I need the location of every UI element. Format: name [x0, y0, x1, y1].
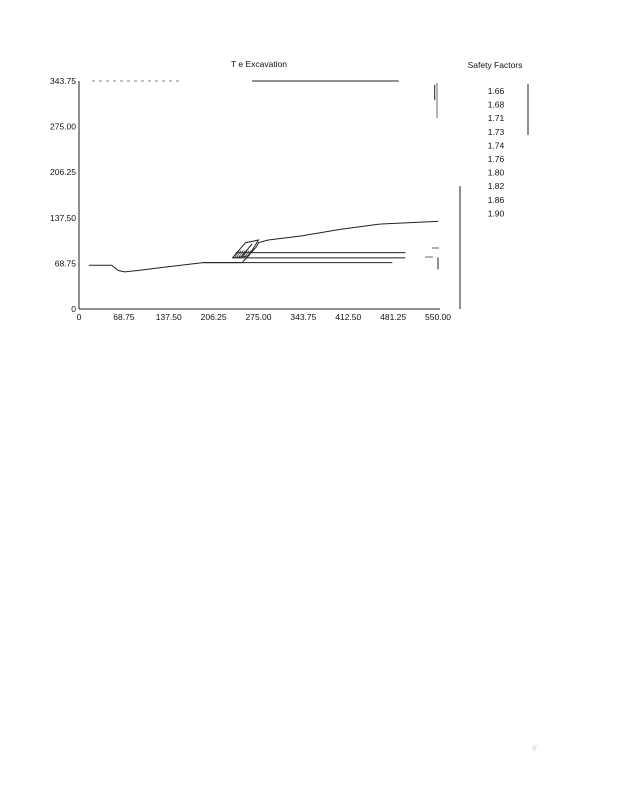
- safety-factors-title: Safety Factors: [467, 60, 523, 70]
- y-tick-label: 275.00: [50, 121, 76, 132]
- safety-factor-value: 1.86: [487, 194, 505, 205]
- plot-lines: [89, 81, 438, 309]
- y-tick-label: 206.25: [50, 167, 76, 178]
- safety-factor-value: 1.80: [487, 167, 505, 178]
- safety-factor-value: 1.76: [487, 154, 505, 164]
- safety-factor-value: 1.73: [487, 126, 505, 137]
- y-tick-label: 343.75: [50, 76, 76, 86]
- chart-title: T e Excavation: [230, 59, 288, 69]
- safety-factor-value: 1.74: [487, 140, 505, 151]
- x-tick-label: 68.75: [113, 312, 135, 322]
- x-tick-label: 206.25: [200, 312, 227, 322]
- series-ground-surface: [89, 221, 438, 272]
- x-tick-label: 412.50: [335, 312, 362, 322]
- decorative-marks: [92, 81, 537, 752]
- x-tick-label: 343.75: [290, 312, 317, 322]
- safety-factor-value: 1.82: [487, 181, 505, 192]
- safety-factor-value: 1.68: [487, 99, 505, 110]
- x-tick-label: 137.50: [155, 312, 182, 322]
- x-tick-label: 550.00: [425, 312, 451, 322]
- x-tick-label: 0: [76, 312, 82, 322]
- x-tick-label: 481.25: [380, 312, 407, 322]
- safety-factor-value: 1.90: [487, 208, 505, 219]
- safety-factor-value: 1.71: [487, 113, 505, 124]
- y-tick-label: 68.75: [54, 258, 76, 269]
- y-tick-labels: [50, 76, 76, 314]
- y-tick-label: 137.50: [50, 212, 76, 223]
- corner-mark-icon: [531, 744, 537, 752]
- x-tick-label: 275.00: [245, 312, 272, 322]
- x-tick-labels: [77, 312, 452, 322]
- chart-axes: [79, 81, 440, 309]
- safety-factor-value: 1.66: [487, 86, 505, 96]
- y-tick-label: 0: [71, 304, 76, 314]
- safety-factors-list: [488, 86, 505, 218]
